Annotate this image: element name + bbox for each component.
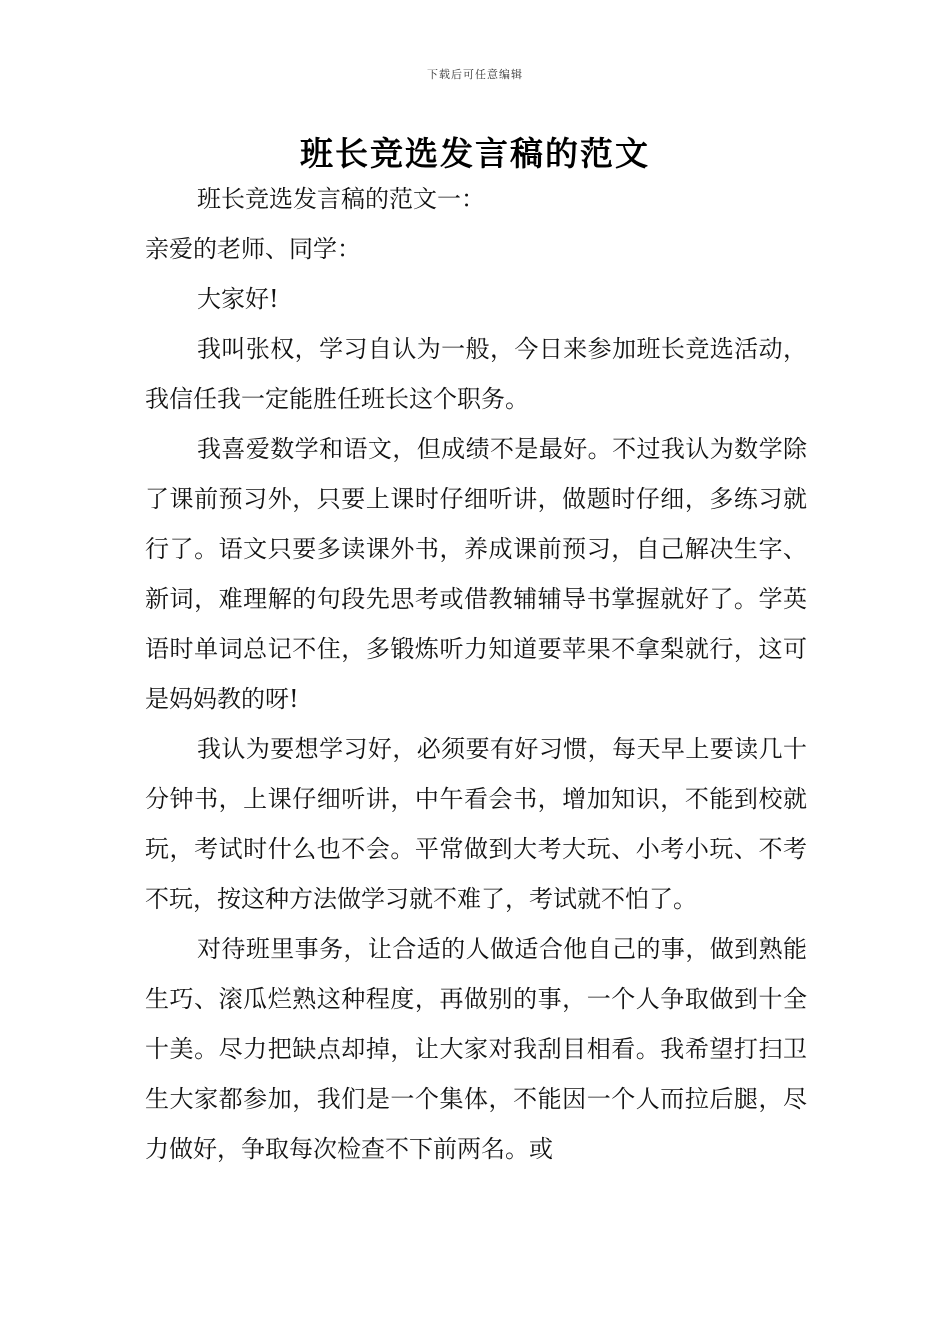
document-title: 班长竞选发言稿的范文 <box>300 134 650 173</box>
paragraph-intro: 我叫张权，学习自认为一般，今日来参加班长竞选活动，我信任我一定能胜任班长这个职务。 <box>145 335 807 413</box>
section-heading: 班长竞选发言稿的范文一： <box>197 185 485 213</box>
document-body <box>145 174 807 1174</box>
paragraph-study-habits: 我认为要想学习好，必须要有好习惯，每天早上要读几十分钟书，上课仔细听讲，中午看会书，增加知识，不能到校就玩，考试时什么也不会。平常做到大考大玩、小考小玩、不考不玩，按这种方法做学习就不难了，考试就不怕了。 <box>145 735 807 913</box>
paragraph-study-subjects: 我喜爱数学和语文，但成绩不是最好。不过我认为数学除了课前预习外，只要上课时仔细听讲，做题时仔细，多练习就行了。语文只要多读课外书，养成课前预习，自己解决生字、新词，难理解的句段先思考或借教辅辅导书掌握就好了。学英语时单词总记不住，多锻炼听力知道要苹果不拿梨就行，这可是妈妈教的呀! <box>145 435 807 713</box>
salutation: 亲爱的老师、同学： <box>145 235 361 263</box>
paragraph-class-affairs: 对待班里事务，让合适的人做适合他自己的事，做到熟能生巧、滚瓜烂熟这种程度，再做别的事，一个人争取做到十全十美。尽力把缺点却掉，让大家对我刮目相看。我希望打扫卫生大家都参加，我们是一个集体，不能因一个人而拉后腿，尽力做好，争取每次检查不下前两名。或 <box>145 935 807 1163</box>
greeting: 大家好! <box>197 285 279 313</box>
download-note: 下载后可任意编辑 <box>427 68 523 81</box>
